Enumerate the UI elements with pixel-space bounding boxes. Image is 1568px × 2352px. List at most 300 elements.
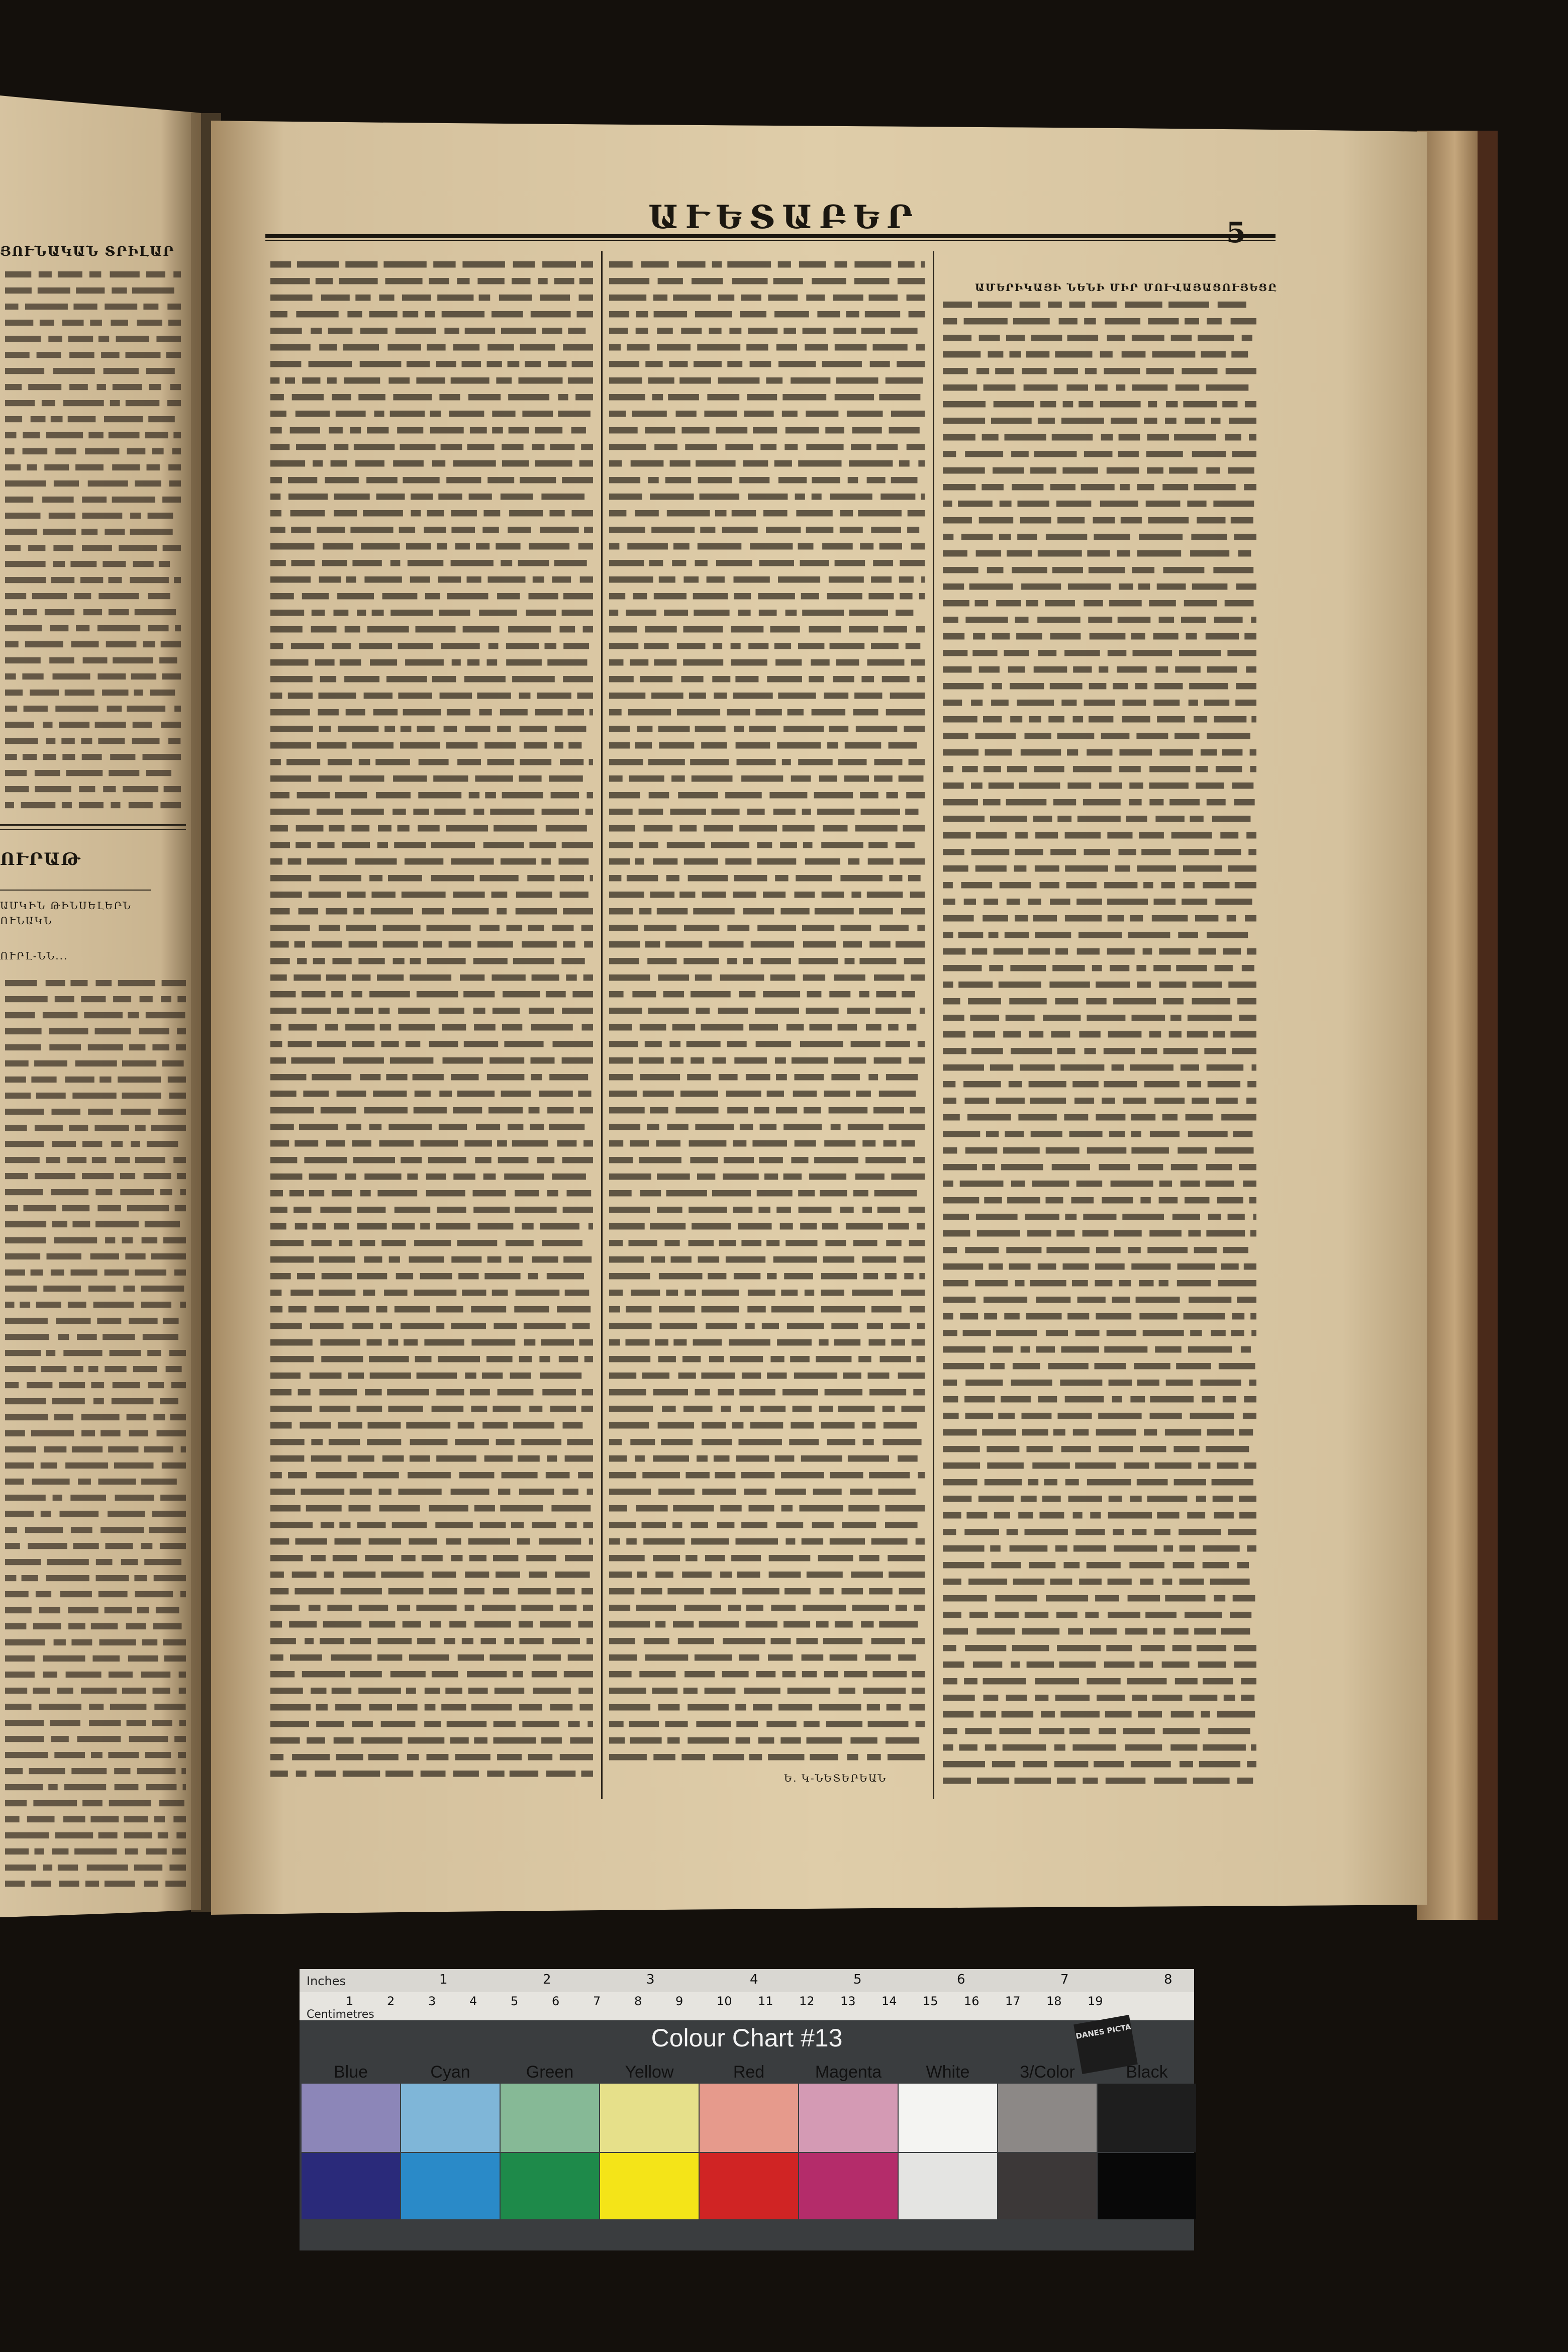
- text-line-fragment: [1140, 1446, 1166, 1452]
- text-line-fragment: [788, 709, 804, 716]
- text-line-fragment: [943, 882, 953, 889]
- text-line-fragment: [46, 980, 65, 986]
- text-line-fragment: [770, 1356, 784, 1362]
- text-line-fragment: [358, 394, 385, 401]
- text-line-fragment: [270, 261, 291, 268]
- text-line-fragment: [609, 809, 633, 815]
- text-line-fragment: [402, 892, 446, 898]
- text-line-fragment: [816, 1356, 851, 1362]
- text-line-fragment: [965, 1413, 994, 1419]
- text-line-fragment: [875, 1008, 911, 1014]
- text-line-fragment: [1046, 1247, 1089, 1253]
- text-line-fragment: [1165, 1429, 1201, 1436]
- text-line-fragment: [334, 444, 349, 450]
- text-line-fragment: [5, 1752, 48, 1758]
- text-line-fragment: [1237, 1778, 1253, 1784]
- text-line-fragment: [1188, 1131, 1228, 1137]
- text-line-fragment: [943, 1446, 980, 1452]
- text-line-fragment: [290, 510, 325, 517]
- text-line-fragment: [1108, 650, 1127, 656]
- text-line-fragment: [640, 1024, 666, 1031]
- text-line-fragment: [563, 1256, 592, 1263]
- text-line-fragment: [566, 974, 576, 981]
- text-line-fragment: [445, 1688, 462, 1694]
- text-line-fragment: [354, 444, 395, 450]
- text-line-fragment: [580, 1704, 593, 1711]
- text-line-fragment: [1179, 650, 1221, 656]
- text-line-fragment: [653, 295, 667, 301]
- text-line-fragment: [108, 1511, 145, 1517]
- text-line-fragment: [393, 775, 427, 782]
- text-line-fragment: [389, 1256, 400, 1263]
- text-line-fragment: [681, 1754, 705, 1760]
- text-line-fragment: [891, 1173, 925, 1180]
- text-line-fragment: [103, 786, 116, 792]
- text-line-fragment: [1157, 716, 1185, 723]
- text-line-fragment: [21, 802, 56, 808]
- text-line-fragment: [904, 1273, 913, 1280]
- text-line-fragment: [345, 1173, 356, 1180]
- text-line-fragment: [558, 394, 568, 401]
- text-line-fragment: [88, 1366, 99, 1372]
- text-line-fragment: [781, 1472, 824, 1479]
- text-line-fragment: [410, 1439, 448, 1445]
- text-line-fragment: [750, 361, 771, 367]
- text-line-fragment: [1216, 766, 1242, 772]
- text-line-fragment: [943, 1711, 973, 1718]
- text-line-fragment: [498, 1489, 510, 1495]
- text-line-fragment: [464, 1588, 484, 1595]
- text-line-fragment: [685, 1472, 710, 1479]
- text-line-fragment: [110, 1350, 141, 1356]
- text-line-fragment: [288, 1306, 307, 1313]
- text-line-fragment: [5, 561, 46, 567]
- text-line-fragment: [1032, 1462, 1070, 1469]
- text-line-fragment: [916, 1721, 925, 1727]
- text-line-fragment: [1077, 948, 1100, 955]
- text-line-fragment: [95, 1189, 112, 1195]
- text-line-fragment: [321, 295, 350, 301]
- text-line-fragment: [812, 1522, 834, 1528]
- text-line-fragment: [1141, 849, 1170, 855]
- text-line-fragment: [906, 792, 925, 799]
- text-line-fragment: [1022, 1413, 1052, 1419]
- text-line-fragment: [943, 1380, 957, 1386]
- text-line-fragment: [5, 1350, 41, 1356]
- text-line-fragment: [1143, 1330, 1184, 1336]
- text-line-fragment: [825, 427, 844, 434]
- text-line-fragment: [755, 1008, 799, 1014]
- text-line-fragment: [5, 1575, 16, 1581]
- text-line-fragment: [437, 543, 447, 550]
- text-line-fragment: [992, 1562, 1021, 1569]
- text-line-fragment: [1206, 467, 1220, 474]
- text-line-fragment: [1132, 1529, 1146, 1535]
- text-line-fragment: [1018, 1114, 1056, 1121]
- text-line-fragment: [861, 809, 900, 815]
- text-line-fragment: [5, 657, 41, 663]
- text-line-fragment: [329, 825, 345, 832]
- text-line-fragment: [1181, 1064, 1199, 1071]
- text-line-fragment: [92, 1655, 120, 1661]
- text-line-fragment: [663, 991, 684, 998]
- text-line-fragment: [1193, 1778, 1230, 1784]
- text-line-fragment: [842, 1588, 863, 1595]
- text-line-fragment: [1228, 467, 1254, 474]
- text-line-fragment: [507, 925, 523, 931]
- text-line-fragment: [1251, 1330, 1256, 1336]
- text-line-fragment: [851, 1041, 880, 1047]
- text-line-fragment: [687, 1041, 721, 1047]
- text-line-fragment: [524, 1323, 566, 1329]
- patch-label-black: Black: [1126, 2063, 1168, 2082]
- text-line-fragment: [109, 609, 129, 615]
- text-line-fragment: [555, 726, 586, 732]
- text-line-fragment: [379, 1489, 391, 1495]
- text-line-fragment: [1149, 782, 1189, 789]
- left-subheading-c: ՈՒՐԼ-ՆՆ...: [0, 950, 68, 962]
- text-line-fragment: [907, 444, 925, 450]
- text-line-fragment: [1022, 1429, 1048, 1436]
- text-line-fragment: [965, 1147, 998, 1154]
- text-line-fragment: [376, 1306, 387, 1313]
- text-line-fragment: [1137, 1479, 1168, 1486]
- text-line-fragment: [129, 1044, 145, 1050]
- text-line-fragment: [1092, 302, 1117, 308]
- text-line-fragment: [462, 1290, 486, 1296]
- text-line-fragment: [177, 996, 186, 1002]
- text-line-fragment: [795, 892, 815, 898]
- text-line-fragment: [1237, 1562, 1249, 1569]
- text-line-fragment: [316, 1472, 356, 1479]
- text-line-fragment: [270, 543, 315, 550]
- text-line-fragment: [376, 494, 405, 500]
- text-line-fragment: [112, 287, 127, 293]
- text-line-fragment: [364, 693, 393, 699]
- text-line-fragment: [513, 261, 535, 268]
- text-line-fragment: [759, 1157, 783, 1163]
- text-line-fragment: [840, 510, 853, 517]
- text-line-fragment: [851, 892, 861, 898]
- text-line-fragment: [99, 593, 139, 599]
- text-line-fragment: [639, 908, 651, 915]
- text-line-fragment: [701, 742, 727, 749]
- text-line-fragment: [971, 700, 983, 706]
- text-line-fragment: [809, 676, 824, 682]
- text-line-fragment: [35, 1125, 63, 1131]
- text-line-fragment: [1194, 716, 1207, 723]
- text-line-fragment: [835, 261, 847, 268]
- text-line-fragment: [1130, 1496, 1142, 1502]
- text-line-fragment: [848, 1124, 884, 1130]
- text-line-fragment: [1129, 799, 1142, 806]
- text-line-fragment: [1169, 799, 1200, 806]
- text-line-fragment: [1021, 1346, 1030, 1353]
- text-line-fragment: [28, 545, 45, 551]
- text-line-fragment: [868, 842, 888, 848]
- text-line-fragment: [697, 1173, 715, 1180]
- text-line-fragment: [1107, 1330, 1136, 1336]
- text-line-fragment: [270, 1754, 283, 1760]
- text-line-fragment: [1073, 716, 1084, 723]
- text-line-fragment: [514, 1306, 549, 1313]
- text-line-fragment: [773, 1256, 817, 1263]
- text-line-fragment: [1247, 1761, 1256, 1768]
- text-line-fragment: [1234, 799, 1255, 806]
- text-line-fragment: [609, 1721, 624, 1727]
- text-line-fragment: [451, 858, 494, 865]
- text-line-fragment: [69, 384, 88, 390]
- text-line-fragment: [122, 1060, 156, 1066]
- text-line-fragment: [609, 1157, 633, 1163]
- text-line-fragment: [172, 448, 181, 454]
- text-line-fragment: [1079, 401, 1093, 408]
- text-line-fragment: [810, 1754, 838, 1760]
- text-line-fragment: [111, 802, 120, 808]
- text-line-fragment: [1030, 467, 1056, 474]
- text-line-fragment: [36, 1591, 51, 1597]
- text-line-fragment: [475, 775, 513, 782]
- text-line-fragment: [1193, 982, 1222, 988]
- text-line-fragment: [5, 1881, 25, 1887]
- text-line-fragment: [1226, 368, 1256, 374]
- text-line-fragment: [379, 1140, 414, 1147]
- text-line-fragment: [1083, 1214, 1116, 1220]
- text-line-fragment: [457, 1091, 495, 1097]
- text-line-fragment: [985, 1744, 997, 1751]
- text-line-fragment: [990, 1363, 1005, 1369]
- text-line-fragment: [682, 1572, 712, 1578]
- text-line-fragment: [798, 643, 824, 649]
- text-line-fragment: [639, 809, 663, 815]
- text-line-fragment: [1035, 1678, 1079, 1685]
- text-line-fragment: [5, 416, 22, 422]
- text-line-fragment: [630, 1140, 649, 1147]
- text-line-fragment: [1215, 849, 1241, 855]
- cm-tick-label: 19: [1088, 1994, 1103, 2008]
- text-line-fragment: [85, 1881, 99, 1887]
- text-line-fragment: [871, 1306, 902, 1313]
- text-line-fragment: [723, 1638, 765, 1644]
- text-line-fragment: [446, 742, 477, 749]
- text-line-fragment: [42, 400, 55, 406]
- text-line-fragment: [1159, 617, 1174, 623]
- text-line-fragment: [856, 726, 898, 732]
- text-line-fragment: [807, 1572, 843, 1578]
- text-line-fragment: [763, 991, 800, 998]
- text-line-fragment: [1084, 600, 1103, 607]
- text-line-fragment: [169, 480, 181, 486]
- text-line-fragment: [50, 625, 68, 631]
- cm-tick-label: 11: [758, 1994, 773, 2008]
- text-line-fragment: [376, 792, 411, 799]
- text-line-fragment: [589, 759, 593, 765]
- text-line-fragment: [30, 690, 59, 696]
- text-line-fragment: [39, 1704, 81, 1710]
- text-line-fragment: [320, 1207, 351, 1213]
- text-line-fragment: [5, 545, 21, 551]
- text-line-fragment: [451, 560, 494, 566]
- text-line-fragment: [859, 958, 896, 964]
- text-line-fragment: [585, 809, 593, 815]
- text-line-fragment: [718, 377, 760, 384]
- text-line-fragment: [535, 427, 563, 434]
- text-line-fragment: [1194, 1628, 1216, 1635]
- text-line-fragment: [1108, 1031, 1142, 1038]
- text-line-fragment: [27, 464, 37, 470]
- text-line-fragment: [173, 432, 181, 438]
- text-line-fragment: [53, 561, 65, 567]
- text-line-fragment: [1197, 517, 1225, 524]
- text-line-fragment: [909, 1240, 925, 1246]
- text-line-fragment: [113, 657, 153, 663]
- text-line-fragment: [1009, 1263, 1031, 1270]
- text-line-fragment: [540, 1223, 579, 1230]
- text-line-fragment: [77, 1736, 121, 1742]
- text-line-fragment: [747, 1306, 765, 1313]
- text-line-fragment: [876, 991, 896, 998]
- cm-tick-label: 2: [387, 1994, 395, 2008]
- text-line-fragment: [720, 1572, 732, 1578]
- text-line-fragment: [989, 932, 999, 938]
- text-line-fragment: [358, 1688, 401, 1694]
- text-line-fragment: [751, 941, 794, 948]
- text-line-fragment: [578, 1688, 593, 1694]
- text-line-fragment: [698, 477, 732, 483]
- text-line-fragment: [899, 460, 910, 467]
- text-line-fragment: [1013, 1363, 1040, 1369]
- text-line-fragment: [1182, 899, 1207, 905]
- text-line-fragment: [463, 991, 495, 998]
- text-line-fragment: [1215, 899, 1252, 905]
- text-line-fragment: [1119, 434, 1140, 441]
- text-line-fragment: [1059, 318, 1077, 325]
- text-line-fragment: [513, 958, 554, 964]
- text-line-fragment: [359, 643, 393, 649]
- text-line-fragment: [297, 1273, 315, 1280]
- text-line-fragment: [943, 1695, 975, 1701]
- text-line-fragment: [387, 1389, 429, 1396]
- text-line-fragment: [71, 1639, 92, 1645]
- text-line-fragment: [975, 600, 989, 607]
- text-line-fragment: [520, 726, 547, 732]
- text-line-fragment: [1139, 1280, 1153, 1287]
- text-line-fragment: [559, 858, 589, 865]
- text-line-fragment: [1029, 1081, 1066, 1088]
- text-line-fragment: [364, 576, 402, 583]
- left-subheading-b: ՈՒՆԱԿՆ: [0, 915, 53, 927]
- text-line-fragment: [858, 510, 902, 517]
- text-line-fragment: [270, 1422, 291, 1429]
- text-line-fragment: [5, 706, 17, 712]
- text-line-fragment: [5, 1623, 26, 1629]
- text-line-fragment: [1099, 1164, 1130, 1170]
- text-line-fragment: [168, 1076, 186, 1083]
- text-line-fragment: [1055, 1545, 1067, 1552]
- text-line-fragment: [869, 1588, 893, 1595]
- text-line-fragment: [1013, 318, 1050, 325]
- text-line-fragment: [470, 1389, 490, 1396]
- text-line-fragment: [176, 1044, 186, 1050]
- text-line-fragment: [519, 775, 541, 782]
- text-line-fragment: [352, 1323, 373, 1329]
- text-line-fragment: [684, 1290, 696, 1296]
- text-line-fragment: [647, 1124, 659, 1130]
- text-line-fragment: [146, 770, 171, 776]
- text-line-fragment: [82, 754, 102, 760]
- text-line-fragment: [446, 825, 488, 832]
- text-line-fragment: [5, 1768, 23, 1774]
- text-line-fragment: [1090, 633, 1126, 640]
- text-line-fragment: [303, 1091, 329, 1097]
- text-line-fragment: [568, 377, 593, 384]
- text-line-fragment: [976, 1214, 1018, 1220]
- text-line-fragment: [639, 1671, 675, 1678]
- text-line-fragment: [291, 1057, 335, 1064]
- text-line-fragment: [1201, 749, 1217, 756]
- text-line-fragment: [540, 527, 578, 533]
- text-line-fragment: [532, 444, 544, 450]
- text-line-fragment: [288, 1024, 317, 1031]
- text-line-fragment: [5, 1559, 41, 1565]
- text-line-fragment: [964, 1529, 999, 1535]
- text-line-fragment: [345, 261, 377, 268]
- text-line-fragment: [580, 1107, 593, 1114]
- text-line-fragment: [438, 1356, 480, 1362]
- text-line-fragment: [487, 759, 515, 765]
- text-line-fragment: [886, 1737, 919, 1744]
- text-line-fragment: [502, 792, 543, 799]
- text-line-fragment: [583, 626, 593, 633]
- text-line-fragment: [1055, 948, 1068, 955]
- text-line-fragment: [487, 477, 514, 483]
- text-line-fragment: [82, 1173, 114, 1179]
- text-line-fragment: [731, 643, 741, 649]
- text-line-fragment: [1131, 1761, 1171, 1768]
- text-line-fragment: [984, 1197, 1002, 1204]
- text-line-fragment: [891, 1323, 910, 1329]
- text-line-fragment: [609, 1323, 652, 1329]
- text-line-fragment: [1050, 633, 1081, 640]
- text-line-fragment: [609, 1240, 623, 1246]
- text-line-fragment: [346, 709, 365, 716]
- text-line-fragment: [995, 1595, 1037, 1602]
- text-line-fragment: [131, 1141, 140, 1147]
- text-line-fragment: [484, 742, 516, 749]
- cm-tick-label: 3: [428, 1994, 436, 2008]
- text-line-fragment: [129, 1318, 158, 1324]
- text-line-fragment: [873, 560, 893, 566]
- text-line-fragment: [868, 1373, 890, 1379]
- text-line-fragment: [631, 460, 664, 467]
- text-line-fragment: [792, 1057, 828, 1064]
- text-line-fragment: [300, 1422, 331, 1429]
- text-line-fragment: [847, 1754, 858, 1760]
- text-line-fragment: [5, 1302, 15, 1308]
- text-line-fragment: [1035, 832, 1058, 839]
- text-line-fragment: [943, 982, 953, 988]
- text-line-fragment: [417, 1638, 435, 1644]
- text-line-fragment: [780, 1737, 801, 1744]
- text-line-fragment: [1252, 1064, 1257, 1071]
- text-line-fragment: [647, 958, 676, 964]
- text-line-fragment: [74, 593, 91, 599]
- text-line-fragment: [742, 1373, 761, 1379]
- text-line-fragment: [493, 1588, 510, 1595]
- text-line-fragment: [702, 1489, 736, 1495]
- text-line-fragment: [399, 1024, 435, 1031]
- text-line-fragment: [474, 1737, 487, 1744]
